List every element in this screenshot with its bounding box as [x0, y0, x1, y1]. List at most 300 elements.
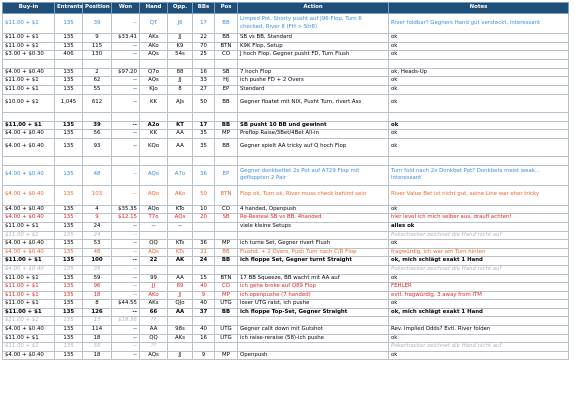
action-cell[interactable]: ich pushe FD + 2 Overs	[238, 77, 389, 86]
action-cell[interactable]: Flushd. + 2 Overs, Push Turn nach C/R Flop	[238, 248, 389, 257]
pos-cell[interactable]: UTG	[215, 300, 238, 309]
header-pos[interactable]: Pos	[215, 3, 238, 14]
pos-cell[interactable]: SB	[215, 68, 238, 77]
won-cell[interactable]: --	[112, 121, 140, 130]
bbs-cell[interactable]	[193, 222, 215, 231]
entrants-cell[interactable]: 135	[55, 300, 83, 309]
won-cell[interactable]: --	[112, 165, 140, 185]
position-cell[interactable]: 103	[83, 185, 112, 205]
won-cell[interactable]: $12.15	[112, 214, 140, 223]
opp-cell[interactable]: KTo	[168, 205, 193, 214]
table-row[interactable]	[3, 283, 569, 292]
buy-in-cell[interactable]: $4.00 + $0.40	[3, 248, 55, 257]
opp-cell[interactable]	[168, 112, 193, 121]
notes-cell[interactable]: alles ok	[389, 222, 569, 231]
table-row[interactable]	[3, 138, 569, 156]
won-cell[interactable]: --	[112, 343, 140, 352]
position-cell[interactable]: 48	[83, 248, 112, 257]
action-cell[interactable]: SB pusht 10 BB und gewinnt	[238, 121, 389, 130]
bbs-cell[interactable]: 33	[193, 77, 215, 86]
hand-cell[interactable]: AKs	[140, 34, 168, 43]
action-cell[interactable]: 17 BB Squeeze, BB wacht mit AA auf	[238, 274, 389, 283]
action-cell[interactable]: J hoch Flop, Gegner pusht FD, Turn Flush	[238, 51, 389, 60]
won-cell[interactable]: $35.35	[112, 205, 140, 214]
entrants-cell[interactable]: 135	[55, 283, 83, 292]
entrants-cell[interactable]: 135	[55, 257, 83, 266]
header-notes[interactable]: Notes	[389, 3, 569, 14]
hand-cell[interactable]	[140, 265, 168, 274]
entrants-cell[interactable]: 135	[55, 317, 83, 326]
entrants-cell[interactable]: 135	[55, 138, 83, 156]
table-row[interactable]	[3, 214, 569, 223]
position-cell[interactable]: 35	[83, 265, 112, 274]
pos-cell[interactable]: BB	[215, 248, 238, 257]
won-cell[interactable]	[112, 156, 140, 165]
hand-cell[interactable]: KQo	[140, 138, 168, 156]
won-cell[interactable]: --	[112, 85, 140, 94]
notes-cell[interactable]	[389, 59, 569, 68]
table-row[interactable]	[3, 317, 569, 326]
entrants-cell[interactable]: 1,045	[55, 94, 83, 112]
position-cell[interactable]: 18	[83, 291, 112, 300]
table-row[interactable]	[3, 59, 569, 68]
buy-in-cell[interactable]: $11.00 + $1	[3, 283, 55, 292]
table-row[interactable]	[3, 265, 569, 274]
action-cell[interactable]: ich openpushe (7 handed)	[238, 291, 389, 300]
position-cell[interactable]: 18	[83, 351, 112, 360]
buy-in-cell[interactable]: $11.00 + $1	[3, 77, 55, 86]
entrants-cell[interactable]	[55, 156, 83, 165]
position-cell[interactable]: 39	[83, 121, 112, 130]
won-cell[interactable]: --	[112, 138, 140, 156]
notes-cell[interactable]: ok	[389, 138, 569, 156]
bbs-cell[interactable]: 70	[193, 42, 215, 51]
hand-cell[interactable]: QQ	[140, 334, 168, 343]
pos-cell[interactable]	[215, 222, 238, 231]
position-cell[interactable]: 8	[83, 300, 112, 309]
buy-in-cell[interactable]: $11.00 + $1	[3, 121, 55, 130]
bbs-cell[interactable]: 21	[193, 248, 215, 257]
hand-cell[interactable]: AA	[140, 326, 168, 335]
notes-cell[interactable]: ok	[389, 34, 569, 43]
notes-cell[interactable]: ok	[389, 51, 569, 60]
header-won[interactable]: Won	[112, 3, 140, 14]
notes-cell[interactable]: hier leveI ich mich selber aus, draufl achten!	[389, 214, 569, 223]
opp-cell[interactable]: JJ	[168, 351, 193, 360]
entrants-cell[interactable]: 135	[55, 165, 83, 185]
buy-in-cell[interactable]: $4.00 + $0.40	[3, 68, 55, 77]
position-cell[interactable]: 130	[83, 51, 112, 60]
action-cell[interactable]: ich turne Set, Gegner rivert Flush	[238, 240, 389, 249]
notes-cell[interactable]	[389, 112, 569, 121]
table-row[interactable]	[3, 351, 569, 360]
opp-cell[interactable]: AJs	[168, 94, 193, 112]
entrants-cell[interactable]: 135	[55, 68, 83, 77]
opp-cell[interactable]: QJo	[168, 300, 193, 309]
position-cell[interactable]: 24	[83, 231, 112, 240]
entrants-cell[interactable]: 135	[55, 291, 83, 300]
opp-cell[interactable]: 88	[168, 68, 193, 77]
position-cell[interactable]: 126	[83, 308, 112, 317]
hand-cell[interactable]	[140, 231, 168, 240]
notes-cell[interactable]: ok	[389, 121, 569, 130]
header-entrants[interactable]: Entrants	[55, 3, 83, 14]
table-row[interactable]	[3, 300, 569, 309]
won-cell[interactable]: $18.56	[112, 317, 140, 326]
bbs-cell[interactable]: 40	[193, 283, 215, 292]
pos-cell[interactable]: UTG	[215, 334, 238, 343]
buy-in-cell[interactable]: $11.00 + $1	[3, 42, 55, 51]
opp-cell[interactable]: KTs	[168, 248, 193, 257]
header-hand[interactable]: Hand	[140, 3, 168, 14]
action-cell[interactable]	[238, 59, 389, 68]
hand-cell[interactable]: --	[140, 222, 168, 231]
pos-cell[interactable]: CO	[215, 283, 238, 292]
pos-cell[interactable]	[215, 343, 238, 352]
buy-in-cell[interactable]: $10.00 + $1	[3, 94, 55, 112]
pos-cell[interactable]: BTN	[215, 185, 238, 205]
action-cell[interactable]: ich floppe Top-Set, Gegner Straight	[238, 308, 389, 317]
bbs-cell[interactable]: 20	[193, 214, 215, 223]
notes-cell[interactable]: ok	[389, 240, 569, 249]
notes-cell[interactable]: ok	[389, 77, 569, 86]
pos-cell[interactable]: BTN	[215, 42, 238, 51]
bbs-cell[interactable]: 16	[193, 334, 215, 343]
bbs-cell[interactable]	[193, 317, 215, 326]
buy-in-cell[interactable]	[3, 59, 55, 68]
table-row[interactable]	[3, 231, 569, 240]
opp-cell[interactable]	[168, 231, 193, 240]
action-cell[interactable]: Gegner donkbettet 2x Pot auf A729 Flop mit gefloppten 2 Pair	[238, 165, 389, 185]
buy-in-cell[interactable]: $11.00 + $1	[3, 300, 55, 309]
entrants-cell[interactable]: 135	[55, 85, 83, 94]
hand-cell[interactable]: AQs	[140, 51, 168, 60]
pos-cell[interactable]	[215, 59, 238, 68]
pos-cell[interactable]: BTN	[215, 274, 238, 283]
hand-cell[interactable]: AQs	[140, 248, 168, 257]
hand-cell[interactable]: A2o	[140, 121, 168, 130]
entrants-cell[interactable]: 135	[55, 326, 83, 335]
pos-cell[interactable]: CO	[215, 205, 238, 214]
entrants-cell[interactable]: 135	[55, 185, 83, 205]
table-row[interactable]	[3, 94, 569, 112]
table-row[interactable]	[3, 185, 569, 205]
hand-cell[interactable]: AKo	[140, 42, 168, 51]
opp-cell[interactable]: JJ	[168, 34, 193, 43]
position-cell[interactable]: 96	[83, 283, 112, 292]
table-row[interactable]	[3, 121, 569, 130]
opp-cell[interactable]: AA	[168, 274, 193, 283]
opp-cell[interactable]: AA	[168, 138, 193, 156]
notes-cell[interactable]	[389, 317, 569, 326]
entrants-cell[interactable]: 135	[55, 274, 83, 283]
bbs-cell[interactable]: 10	[193, 205, 215, 214]
action-cell[interactable]: 7 hoch Flop	[238, 68, 389, 77]
action-cell[interactable]	[238, 265, 389, 274]
header-buy-in[interactable]: Buy-in	[3, 3, 55, 14]
hand-cell[interactable]	[140, 59, 168, 68]
won-cell[interactable]: --	[112, 291, 140, 300]
buy-in-cell[interactable]: $3.00 + $0.30	[3, 51, 55, 60]
bbs-cell[interactable]: 17	[193, 14, 215, 34]
buy-in-cell[interactable]: $11.00 + $1	[3, 274, 55, 283]
action-cell[interactable]: Gegner floatet mit NIX, Pusht Turn, rivert Ass	[238, 94, 389, 112]
table-row[interactable]	[3, 326, 569, 335]
buy-in-cell[interactable]: $11.00 + $1	[3, 34, 55, 43]
notes-cell[interactable]: River Value Bet ist nicht gut, seine Line war eher tricky	[389, 185, 569, 205]
won-cell[interactable]: $97.20	[112, 68, 140, 77]
buy-in-cell[interactable]: $4.00 + $0.40	[3, 138, 55, 156]
table-row[interactable]	[3, 165, 569, 185]
entrants-cell[interactable]: 135	[55, 205, 83, 214]
won-cell[interactable]: --	[112, 42, 140, 51]
pos-cell[interactable]: BB	[215, 94, 238, 112]
pos-cell[interactable]: BB	[215, 257, 238, 266]
pos-cell[interactable]: BB	[215, 121, 238, 130]
position-cell[interactable]: 93	[83, 138, 112, 156]
action-cell[interactable]: Flop ok, Turn ok, River muss check behind sein	[238, 185, 389, 205]
action-cell[interactable]: Openpush	[238, 351, 389, 360]
entrants-cell[interactable]: 135	[55, 334, 83, 343]
buy-in-cell[interactable]	[3, 112, 55, 121]
entrants-cell[interactable]: 135	[55, 265, 83, 274]
pos-cell[interactable]: EP	[215, 85, 238, 94]
opp-cell[interactable]: A7o	[168, 165, 193, 185]
pos-cell[interactable]	[215, 112, 238, 121]
hand-cell[interactable]: AKs	[140, 300, 168, 309]
position-cell[interactable]: 56	[83, 130, 112, 139]
hand-cell[interactable]: AQo	[140, 205, 168, 214]
won-cell[interactable]: --	[112, 334, 140, 343]
opp-cell[interactable]: KTs	[168, 240, 193, 249]
buy-in-cell[interactable]: $11.00 + $1	[3, 257, 55, 266]
notes-cell[interactable]: ok	[389, 300, 569, 309]
entrants-cell[interactable]: 135	[55, 121, 83, 130]
notes-cell[interactable]: ok	[389, 205, 569, 214]
won-cell[interactable]: --	[112, 248, 140, 257]
position-cell[interactable]: 4	[83, 205, 112, 214]
position-cell[interactable]: 612	[83, 94, 112, 112]
buy-in-cell[interactable]: $4.00 + $0.40	[3, 165, 55, 185]
header-opp[interactable]: Opp.	[168, 3, 193, 14]
position-cell[interactable]: 114	[83, 326, 112, 335]
hand-cell[interactable]: QQ	[140, 240, 168, 249]
notes-cell[interactable]: ok, mich schlägt exakt 1 Hand	[389, 308, 569, 317]
pos-cell[interactable]	[215, 265, 238, 274]
table-row[interactable]	[3, 240, 569, 249]
won-cell[interactable]: --	[112, 265, 140, 274]
bbs-cell[interactable]	[193, 231, 215, 240]
opp-cell[interactable]	[168, 317, 193, 326]
entrants-cell[interactable]	[55, 112, 83, 121]
won-cell[interactable]: --	[112, 240, 140, 249]
notes-cell[interactable]: evtl. fragwürdig, 3 away from ITM	[389, 291, 569, 300]
table-row[interactable]	[3, 14, 569, 34]
position-cell[interactable]: 13	[83, 317, 112, 326]
position-cell[interactable]: 39	[83, 14, 112, 34]
pos-cell[interactable]: CO	[215, 51, 238, 60]
opp-cell[interactable]: AA	[168, 130, 193, 139]
opp-cell[interactable]	[168, 265, 193, 274]
buy-in-cell[interactable]: $4.00 + $0.40	[3, 351, 55, 360]
won-cell[interactable]: --	[112, 94, 140, 112]
notes-cell[interactable]: ok	[389, 42, 569, 51]
hand-cell[interactable]: ??	[140, 317, 168, 326]
pos-cell[interactable]: SB	[215, 214, 238, 223]
buy-in-cell[interactable]: $11.00 + $1	[3, 14, 55, 34]
pos-cell[interactable]: MP	[215, 240, 238, 249]
table-row[interactable]	[3, 222, 569, 231]
bbs-cell[interactable]: 24	[193, 257, 215, 266]
action-cell[interactable]: Preflop Raise/3Bet/4Bet All-in	[238, 130, 389, 139]
buy-in-cell[interactable]: $4.00 + $0.40	[3, 130, 55, 139]
entrants-cell[interactable]: 135	[55, 222, 83, 231]
won-cell[interactable]: --	[112, 326, 140, 335]
notes-cell[interactable]: ok	[389, 351, 569, 360]
won-cell[interactable]: --	[112, 185, 140, 205]
pos-cell[interactable]: EP	[215, 165, 238, 185]
entrants-cell[interactable]: 135	[55, 248, 83, 257]
buy-in-cell[interactable]: $4.00 + $0.40	[3, 240, 55, 249]
won-cell[interactable]: --	[112, 130, 140, 139]
notes-cell[interactable]: ok	[389, 334, 569, 343]
hand-cell[interactable]: 22	[140, 257, 168, 266]
pos-cell[interactable]: BB	[215, 138, 238, 156]
buy-in-cell[interactable]: $4.00 + $0.40	[3, 326, 55, 335]
action-cell[interactable]: 4 handed, Openpush	[238, 205, 389, 214]
position-cell[interactable]: 115	[83, 42, 112, 51]
bbs-cell[interactable]: 50	[193, 94, 215, 112]
bbs-cell[interactable]	[193, 343, 215, 352]
table-row[interactable]	[3, 112, 569, 121]
won-cell[interactable]: --	[112, 231, 140, 240]
action-cell[interactable]: Gegner spielt AA tricky auf Q hoch Flop	[238, 138, 389, 156]
header-position[interactable]: Position	[83, 3, 112, 14]
bbs-cell[interactable]: 27	[193, 85, 215, 94]
buy-in-cell[interactable]: $11.00 + $1	[3, 308, 55, 317]
opp-cell[interactable]: AA	[168, 308, 193, 317]
table-row[interactable]	[3, 68, 569, 77]
table-row[interactable]	[3, 42, 569, 51]
bbs-cell[interactable]: 16	[193, 68, 215, 77]
opp-cell[interactable]	[168, 59, 193, 68]
action-cell[interactable]	[238, 156, 389, 165]
action-cell[interactable]	[238, 343, 389, 352]
hand-cell[interactable]	[140, 156, 168, 165]
entrants-cell[interactable]: 135	[55, 130, 83, 139]
notes-cell[interactable]: River foldbar? Gegners Hand gut versteckt, interessant	[389, 14, 569, 34]
pos-cell[interactable]: MP	[215, 351, 238, 360]
buy-in-cell[interactable]: $4.00 + $0.40	[3, 214, 55, 223]
hand-cell[interactable]	[140, 112, 168, 121]
entrants-cell[interactable]: 135	[55, 231, 83, 240]
table-row[interactable]	[3, 291, 569, 300]
entrants-cell[interactable]: 135	[55, 14, 83, 34]
position-cell[interactable]: 59	[83, 274, 112, 283]
action-cell[interactable]	[238, 231, 389, 240]
notes-cell[interactable]: ok	[389, 130, 569, 139]
action-cell[interactable]: SB vs BB, Standard	[238, 34, 389, 43]
hand-cell[interactable]: AQo	[140, 165, 168, 185]
table-row[interactable]	[3, 85, 569, 94]
notes-cell[interactable]: Pokertracker zeichnet die Hand nicht auf	[389, 231, 569, 240]
bbs-cell[interactable]: 9	[193, 291, 215, 300]
action-cell[interactable]: ich gehe broke auf Q89 Flop	[238, 283, 389, 292]
won-cell[interactable]: --	[112, 351, 140, 360]
won-cell[interactable]: --	[112, 283, 140, 292]
hand-cell[interactable]: AQs	[140, 351, 168, 360]
hand-cell[interactable]: JJ	[140, 283, 168, 292]
entrants-cell[interactable]: 135	[55, 351, 83, 360]
buy-in-cell[interactable]: $4.00 + $0.40	[3, 265, 55, 274]
position-cell[interactable]	[83, 156, 112, 165]
bbs-cell[interactable]: 40	[193, 326, 215, 335]
bbs-cell[interactable]: 37	[193, 308, 215, 317]
opp-cell[interactable]: 8	[168, 85, 193, 94]
table-row[interactable]	[3, 51, 569, 60]
hand-cell[interactable]: KK	[140, 94, 168, 112]
entrants-cell[interactable]: 135	[55, 308, 83, 317]
entrants-cell[interactable]: 135	[55, 42, 83, 51]
opp-cell[interactable]: JJ	[168, 291, 193, 300]
notes-cell[interactable]: ok, Heads-Up	[389, 68, 569, 77]
won-cell[interactable]: --	[112, 308, 140, 317]
position-cell[interactable]: 9	[83, 214, 112, 223]
bbs-cell[interactable]: 22	[193, 34, 215, 43]
pos-cell[interactable]	[215, 156, 238, 165]
buy-in-cell[interactable]	[3, 156, 55, 165]
won-cell[interactable]: $33.41	[112, 34, 140, 43]
entrants-cell[interactable]: 406	[55, 51, 83, 60]
won-cell[interactable]	[112, 59, 140, 68]
header-action[interactable]: Action	[238, 3, 389, 14]
position-cell[interactable]	[83, 112, 112, 121]
won-cell[interactable]: --	[112, 222, 140, 231]
hand-cell[interactable]: 99	[140, 274, 168, 283]
won-cell[interactable]: --	[112, 77, 140, 86]
notes-cell[interactable]: fragwürdig, ich war am Turn hinten	[389, 248, 569, 257]
notes-cell[interactable]: Pokertracker zeichnet die Hand nicht auf	[389, 343, 569, 352]
opp-cell[interactable]: J6	[168, 14, 193, 34]
entrants-cell[interactable]: 135	[55, 343, 83, 352]
hand-cell[interactable]: AKo	[140, 291, 168, 300]
opp-cell[interactable]: --	[168, 222, 193, 231]
notes-cell[interactable]: ok	[389, 94, 569, 112]
pos-cell[interactable]	[215, 317, 238, 326]
action-cell[interactable]: Standard	[238, 85, 389, 94]
opp-cell[interactable]	[168, 343, 193, 352]
won-cell[interactable]: --	[112, 257, 140, 266]
notes-cell[interactable]: ok, mich schlägt exakt 1 Hand	[389, 257, 569, 266]
opp-cell[interactable]: AQs	[168, 214, 193, 223]
table-row[interactable]	[3, 130, 569, 139]
table-row[interactable]	[3, 156, 569, 165]
hand-cell[interactable]: 66	[140, 308, 168, 317]
position-cell[interactable]: 55	[83, 85, 112, 94]
action-cell[interactable]	[238, 112, 389, 121]
table-row[interactable]	[3, 257, 569, 266]
won-cell[interactable]: --	[112, 51, 140, 60]
action-cell[interactable]: ich floppe Set, Gegner turnt Straight	[238, 257, 389, 266]
bbs-cell[interactable]: 25	[193, 51, 215, 60]
bbs-cell[interactable]	[193, 265, 215, 274]
opp-cell[interactable]	[168, 156, 193, 165]
entrants-cell[interactable]	[55, 59, 83, 68]
won-cell[interactable]	[112, 112, 140, 121]
entrants-cell[interactable]: 135	[55, 240, 83, 249]
won-cell[interactable]: $44.55	[112, 300, 140, 309]
buy-in-cell[interactable]: $4.00 + $0.40	[3, 205, 55, 214]
